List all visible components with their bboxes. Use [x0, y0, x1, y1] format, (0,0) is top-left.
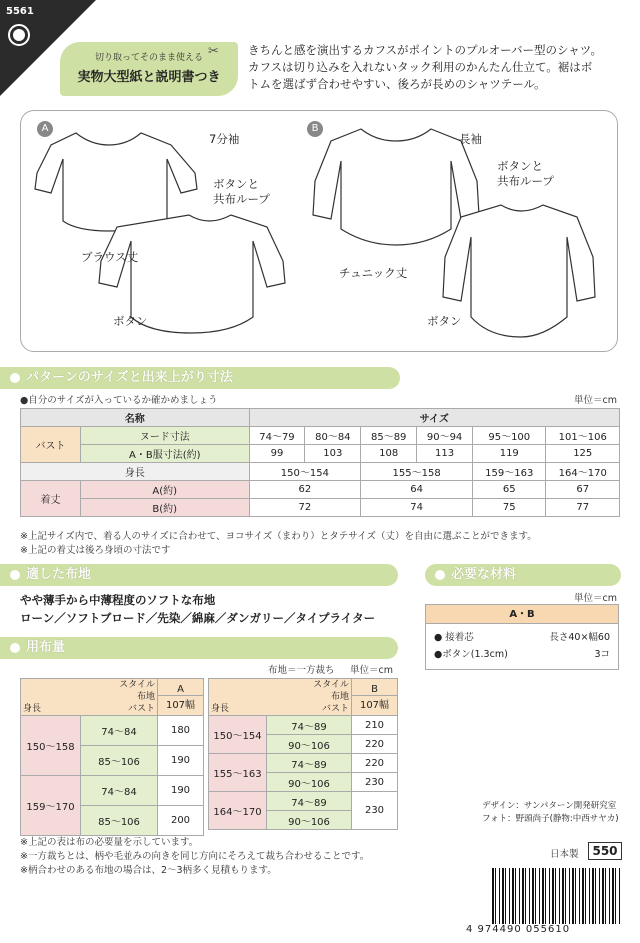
- materials-header: 必要な材料: [425, 564, 621, 586]
- barcode-number: 4 974490 055610: [466, 924, 571, 935]
- barcode: [492, 868, 622, 924]
- b-sleeve-label: 長袖: [459, 132, 482, 146]
- a-loop-label: ボタンと 共布ループ: [213, 177, 270, 206]
- size-table: 名称 サイズ バスト ヌード寸法 74〜79 80〜84 85〜89 90〜94 95〜100 101〜106 A・B服寸法(約) 99 103 108 113 119 125 身長 150〜154 155〜158 159〜163 164〜170 着丈 A(約) 62 64 65 67 B(約) 72 74 75 77: [20, 408, 620, 517]
- illustration-panel: [20, 110, 618, 352]
- materials-unit: 単位＝cm: [574, 593, 617, 604]
- yardage-table-b: スタイル 布地 身長 バスト B 107幅 150〜154 74〜89 210 90〜106 220 155〜163 74〜89 220 90〜106 230 164〜170 74〜89 230 90〜106: [208, 678, 398, 830]
- size-footnotes: ※上記サイズ内で、着る人のサイズに合わせて、ヨコサイズ（まわり）とタテサイズ（丈）を自由に選ぶことができます。 ※上記の着丈は後ろ身頃の寸法です: [20, 531, 537, 556]
- intro-text: きちんと感を演出するカフスがポイントのプルオーバー型のシャツ。 カフスは切り込みを入れないタック利用のかんたん仕立て。裾はボ トムを選ばず合わせやすい、後ろが長めのシャツテール。: [248, 43, 602, 91]
- shirt-a-front: [35, 133, 197, 231]
- badge-line2: 実物大型紙と説明書つき: [77, 70, 221, 85]
- b-loop-label: ボタンと 共布ループ: [497, 159, 554, 188]
- product-code: 5561: [6, 6, 34, 17]
- credits: デザイン：サンパターン開発研究室 フォト：野頭尚子(静物:中西サヤカ): [482, 801, 619, 824]
- brand-logo-icon: [8, 24, 30, 46]
- yardage-footnotes: ※上記の表は布の必要量を示しています。 ※一方裁ちとは、柄や毛並みの向きを同じ方向にそろえて裁ち合わせることです。 ※柄合わせのある布地の場合は、2〜3柄多く見積もります。: [20, 837, 370, 876]
- materials-box: A・B ● 接着芯 長さ40×幅60 ●ボタン(1.3cm) 3コ: [425, 604, 619, 670]
- size-section-header: パターンのサイズと出来上がり寸法: [0, 367, 400, 389]
- size-unit: 単位＝cm: [574, 395, 617, 406]
- style-b-marker: B: [307, 121, 323, 137]
- badge-line1: 切り取ってそのまま使える: [94, 53, 203, 63]
- a-sleeve-label: 7分袖: [209, 132, 240, 146]
- fabric-list: ローン／ソフトブロード／先染／綿麻／ダンガリー／タイプライター: [20, 611, 376, 625]
- a-button-label: ボタン: [113, 314, 148, 328]
- yardage-table-a: スタイル 布地 身長 バスト A 107幅 150〜158 74〜84 180 85〜106 190 159〜170 74〜84 190 85〜106 200: [20, 678, 204, 836]
- made-in: 日本製: [550, 849, 579, 860]
- scissors-icon: ✂: [208, 44, 219, 59]
- size-note: ●自分のサイズが入っているか確かめましょう: [20, 395, 218, 406]
- yardage-unit: 単位＝cm: [350, 665, 393, 676]
- a-length-label: ブラウス丈: [81, 250, 139, 264]
- yardage-section-header: 用布量: [0, 637, 398, 659]
- shirt-b-back: [443, 205, 595, 337]
- b-length-label: チュニック丈: [339, 266, 408, 280]
- b-button-label: ボタン: [427, 314, 462, 328]
- style-a-marker: A: [37, 121, 53, 137]
- garment-drawings: [21, 111, 619, 353]
- yardage-note: 布地＝一方裁ち: [268, 665, 335, 676]
- price-box: 550: [588, 842, 622, 860]
- shirt-b-front: [313, 129, 479, 245]
- fabric-section-header: 適した布地: [0, 564, 398, 586]
- fabric-lead: やや薄手から中薄程度のソフトな布地: [20, 593, 216, 607]
